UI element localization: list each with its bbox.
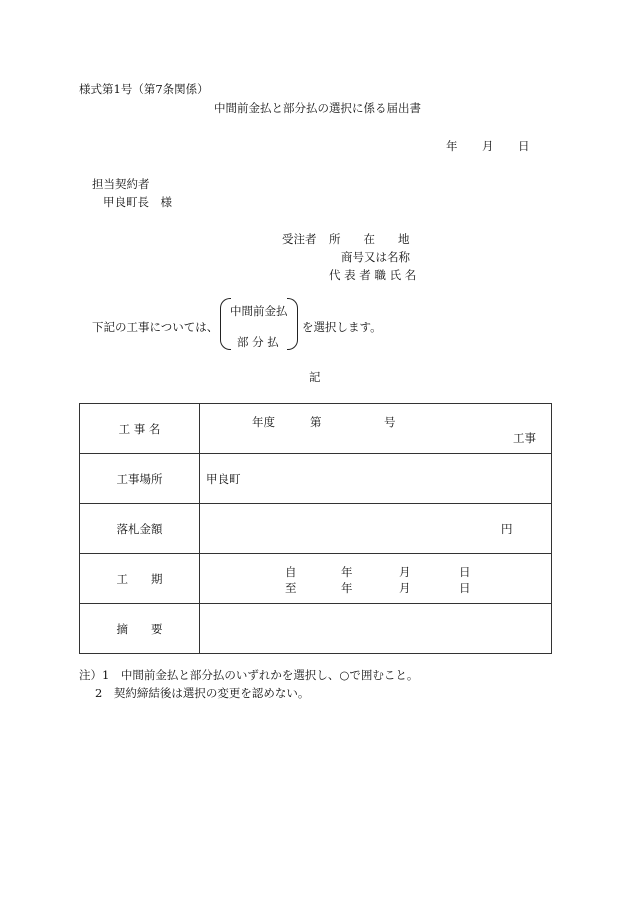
table-row [80,404,552,454]
date-month-label: 月 [482,139,494,153]
selection-suffix: を選択します。 [302,320,382,334]
table-row-label: 工事場所 [80,454,200,504]
project-name-cell [200,404,552,454]
table-row [80,554,552,604]
dai-label: 第 [310,415,322,429]
table-row [80,504,552,554]
date-day-label: 日 [518,139,530,153]
contractor-company-label: 商号又は名称 [341,250,410,264]
period-from-day: 日 [459,565,471,579]
contractor-representative-label: 代 表 者 職 氏 名 [329,268,417,282]
period-cell [200,554,552,604]
ki-heading: 記 [309,370,321,384]
addressee-title: 担当契約者 [92,177,150,191]
period-to-label: 至 [285,581,297,595]
table-row-label: 落札金額 [80,504,200,554]
bid-amount-cell [200,504,552,554]
form-number: 様式第1号（第7条関係） [79,82,209,96]
contractor-address-label: 所 在 地 [329,232,410,246]
selection-prefix: 下記の工事については、 [92,320,219,334]
table-row-label: 工 期 [80,554,200,604]
table-row-label: 摘 要 [80,604,200,654]
document-title: 中間前金払と部分払の選択に係る届出書 [214,101,421,115]
period-from-label: 自 [285,565,297,579]
nendo-label: 年度 [252,415,275,429]
remarks-cell [200,604,552,654]
table-row [80,604,552,654]
period-to-day: 日 [459,581,471,595]
note-item: 注）1 中間前金払と部分払のいずれかを選択し、○で囲むこと。 [79,668,419,682]
option-partial-payment: 部 分 払 [237,335,279,349]
table-row [80,454,552,504]
contractor-label: 受注者 [282,232,317,246]
addressee-name: 甲良町長 様 [103,195,172,209]
note-item: 2 契約締結後は選択の変更を認めない。 [95,686,310,700]
period-from-year: 年 [341,565,353,579]
option-interim-advance: 中間前金払 [230,304,288,318]
period-to-month: 月 [399,581,411,595]
yen-label: 円 [501,522,513,536]
period-from-month: 月 [399,565,411,579]
date-year-label: 年 [446,139,458,153]
period-to-year: 年 [341,581,353,595]
table-row-label: 工 事 名 [80,404,200,454]
go-label: 号 [384,415,396,429]
project-location-cell [200,454,552,504]
location-value: 甲良町 [206,472,241,486]
details-table [79,403,552,654]
right-bracket [287,298,298,350]
koji-label: 工事 [513,431,536,445]
